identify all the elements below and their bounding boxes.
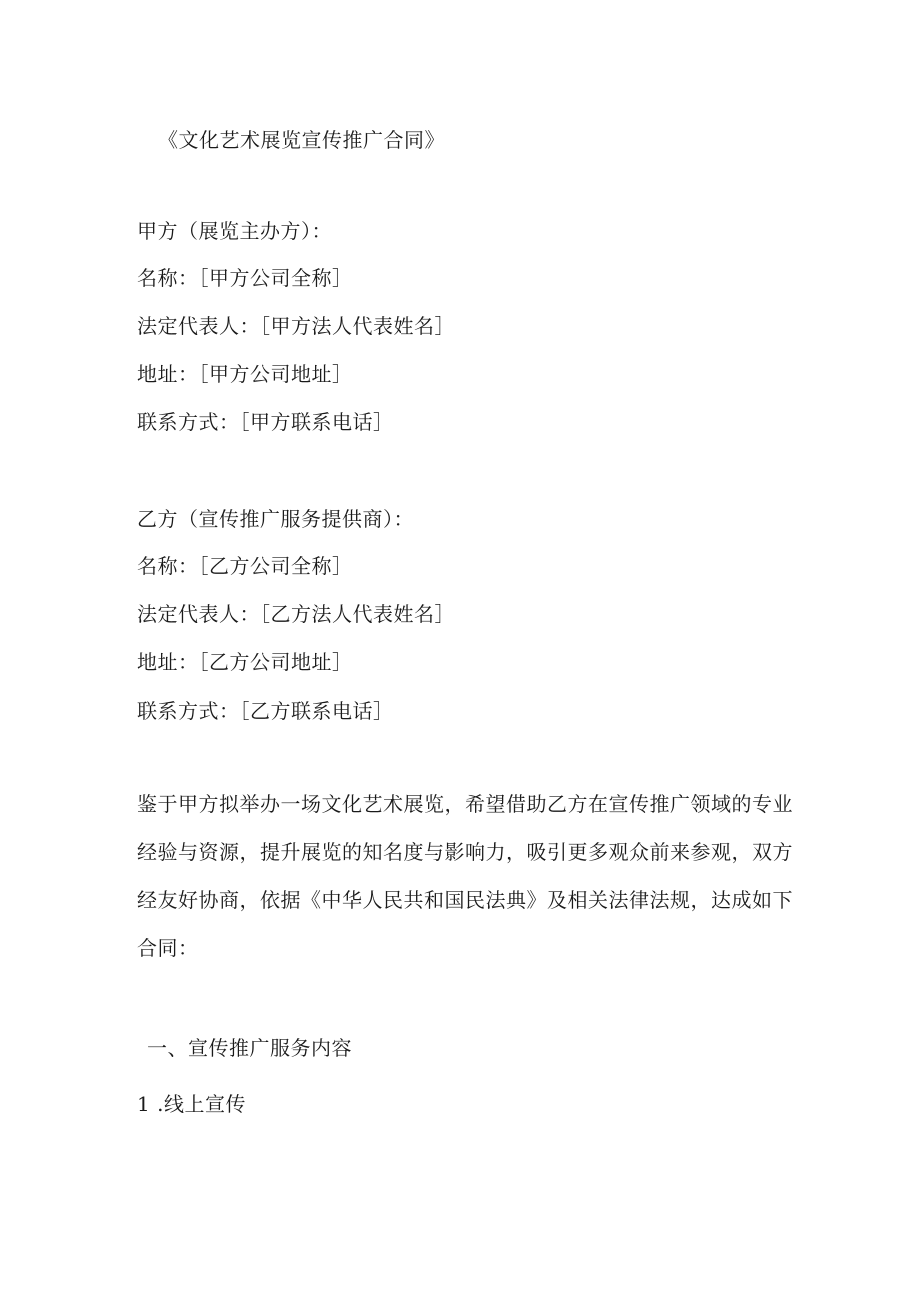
preamble-line: 经验与资源，提升展览的知名度与影响力，吸引更多观众前来参观，双方 [137,840,793,864]
party-a-representative: 法定代表人：［甲方法人代表姓名］ [137,314,455,338]
party-b-representative: 法定代表人：［乙方法人代表姓名］ [137,602,455,626]
party-a-name: 名称：［甲方公司全称］ [137,266,353,290]
party-a-heading: 甲方（展览主办方）： [137,219,332,243]
section-1-heading: 一、宣传推广服务内容 [147,1036,352,1060]
party-b-contact: 联系方式：［乙方联系电话］ [137,699,394,723]
preamble-line: 经友好协商，依据《中华人民共和国民法典》及相关法律法规，达成如下 [137,888,793,912]
party-a-address: 地址：［甲方公司地址］ [137,362,353,386]
preamble-line: 鉴于甲方拟举办一场文化艺术展览，希望借助乙方在宣传推广领域的专业 [137,792,793,816]
party-b-name: 名称：［乙方公司全称］ [137,554,353,578]
section-1-item-1: 1 .线上宣传 [137,1092,246,1116]
party-b-heading: 乙方（宣传推广服务提供商）： [137,507,414,531]
preamble-paragraph [137,790,793,982]
preamble-line: 合同： [137,936,199,960]
party-b-address: 地址：［乙方公司地址］ [137,650,353,674]
party-a-contact: 联系方式：［甲方联系电话］ [137,410,394,434]
document-title: 《文化艺术展览宣传推广合同》 [158,128,445,152]
